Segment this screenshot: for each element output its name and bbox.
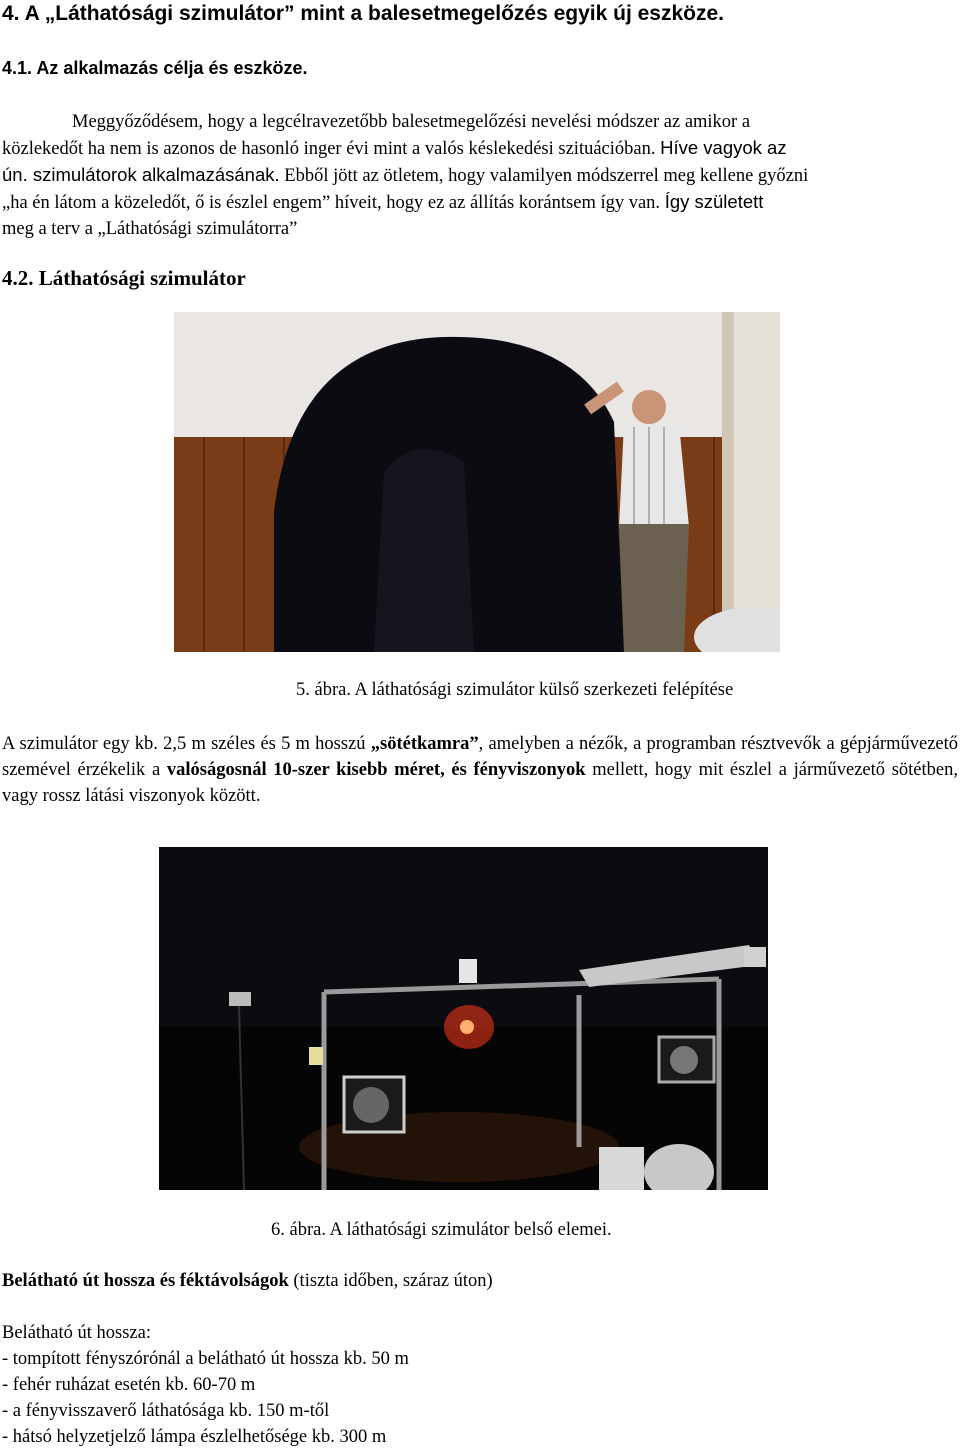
intro-line-2: közlekedőt ha nem is azonos de hasonló inger évi mint a valós késlekedési szituációban. Híve vagyok az: [2, 137, 787, 159]
intro-line-5: meg a terv a „Láthatósági szimulátorra”: [2, 219, 298, 239]
list-item: - fehér ruházat esetén kb. 60-70 m: [2, 1375, 256, 1395]
simulator-interior-photo: [159, 847, 768, 1190]
figure-6-caption: 6. ábra. A láthatósági szimulátor belső elemei.: [271, 1220, 612, 1240]
intro-line-3: ún. szimulátorok alkalmazásának. Ebből jött az ötletem, hogy valamilyen módszerrel meg kellene győzni: [2, 164, 809, 186]
main-heading: 4. A „Láthatósági szimulátor” mint a balesetmegelőzés egyik új eszköze.: [2, 2, 724, 25]
dark-room-term: „sötétkamra”: [370, 734, 479, 754]
braking-distance-heading: Belátható út hossza és féktávolságok (tiszta időben, száraz úton): [2, 1271, 493, 1291]
intro-line-2-sans: Híve vagyok az: [660, 137, 787, 158]
intro-line-1: Meggyőződésem, hogy a legcélravezetőbb balesetmegelőzési nevelési módszer az amikor a: [72, 112, 751, 132]
list-item: - a fényvisszaverő láthatósága kb. 150 m-től: [2, 1401, 330, 1421]
visible-road-label: Belátható út hossza:: [2, 1323, 151, 1343]
section-heading-4-2: 4.2. Láthatósági szimulátor: [2, 266, 246, 290]
simulator-exterior-photo: [174, 312, 780, 652]
scale-emphasis: valóságosnál 10-szer kisebb méret, és fényviszonyok: [166, 760, 586, 780]
simulator-description: A szimulátor egy kb. 2,5 m széles és 5 m hosszú „sötétkamra”, amelyben a nézők, a programban résztvevők a gépjárművezető szemével érzékelik a valóságosnál 10-szer kisebb méret, és fényviszonyok mellett, hogy mit észlel a járművezető sötétben, vagy rossz látási viszonyok között.: [2, 734, 959, 806]
figure-5-caption: 5. ábra. A láthatósági szimulátor külső szerkezeti felépítése: [296, 680, 734, 700]
intro-line-4: „ha én látom a közeledőt, ő is észlel engem” híveit, hogy ez az állítás korántsem így van. Így született: [2, 191, 764, 213]
list-item: - hátsó helyzetjelző lámpa észlelhetősége kb. 300 m: [2, 1427, 387, 1447]
section-heading-4-1: 4.1. Az alkalmazás célja és eszköze.: [2, 58, 308, 78]
list-item: - tompított fényszórónál a belátható út hossza kb. 50 m: [2, 1349, 409, 1369]
intro-paragraph: [2, 109, 958, 242]
